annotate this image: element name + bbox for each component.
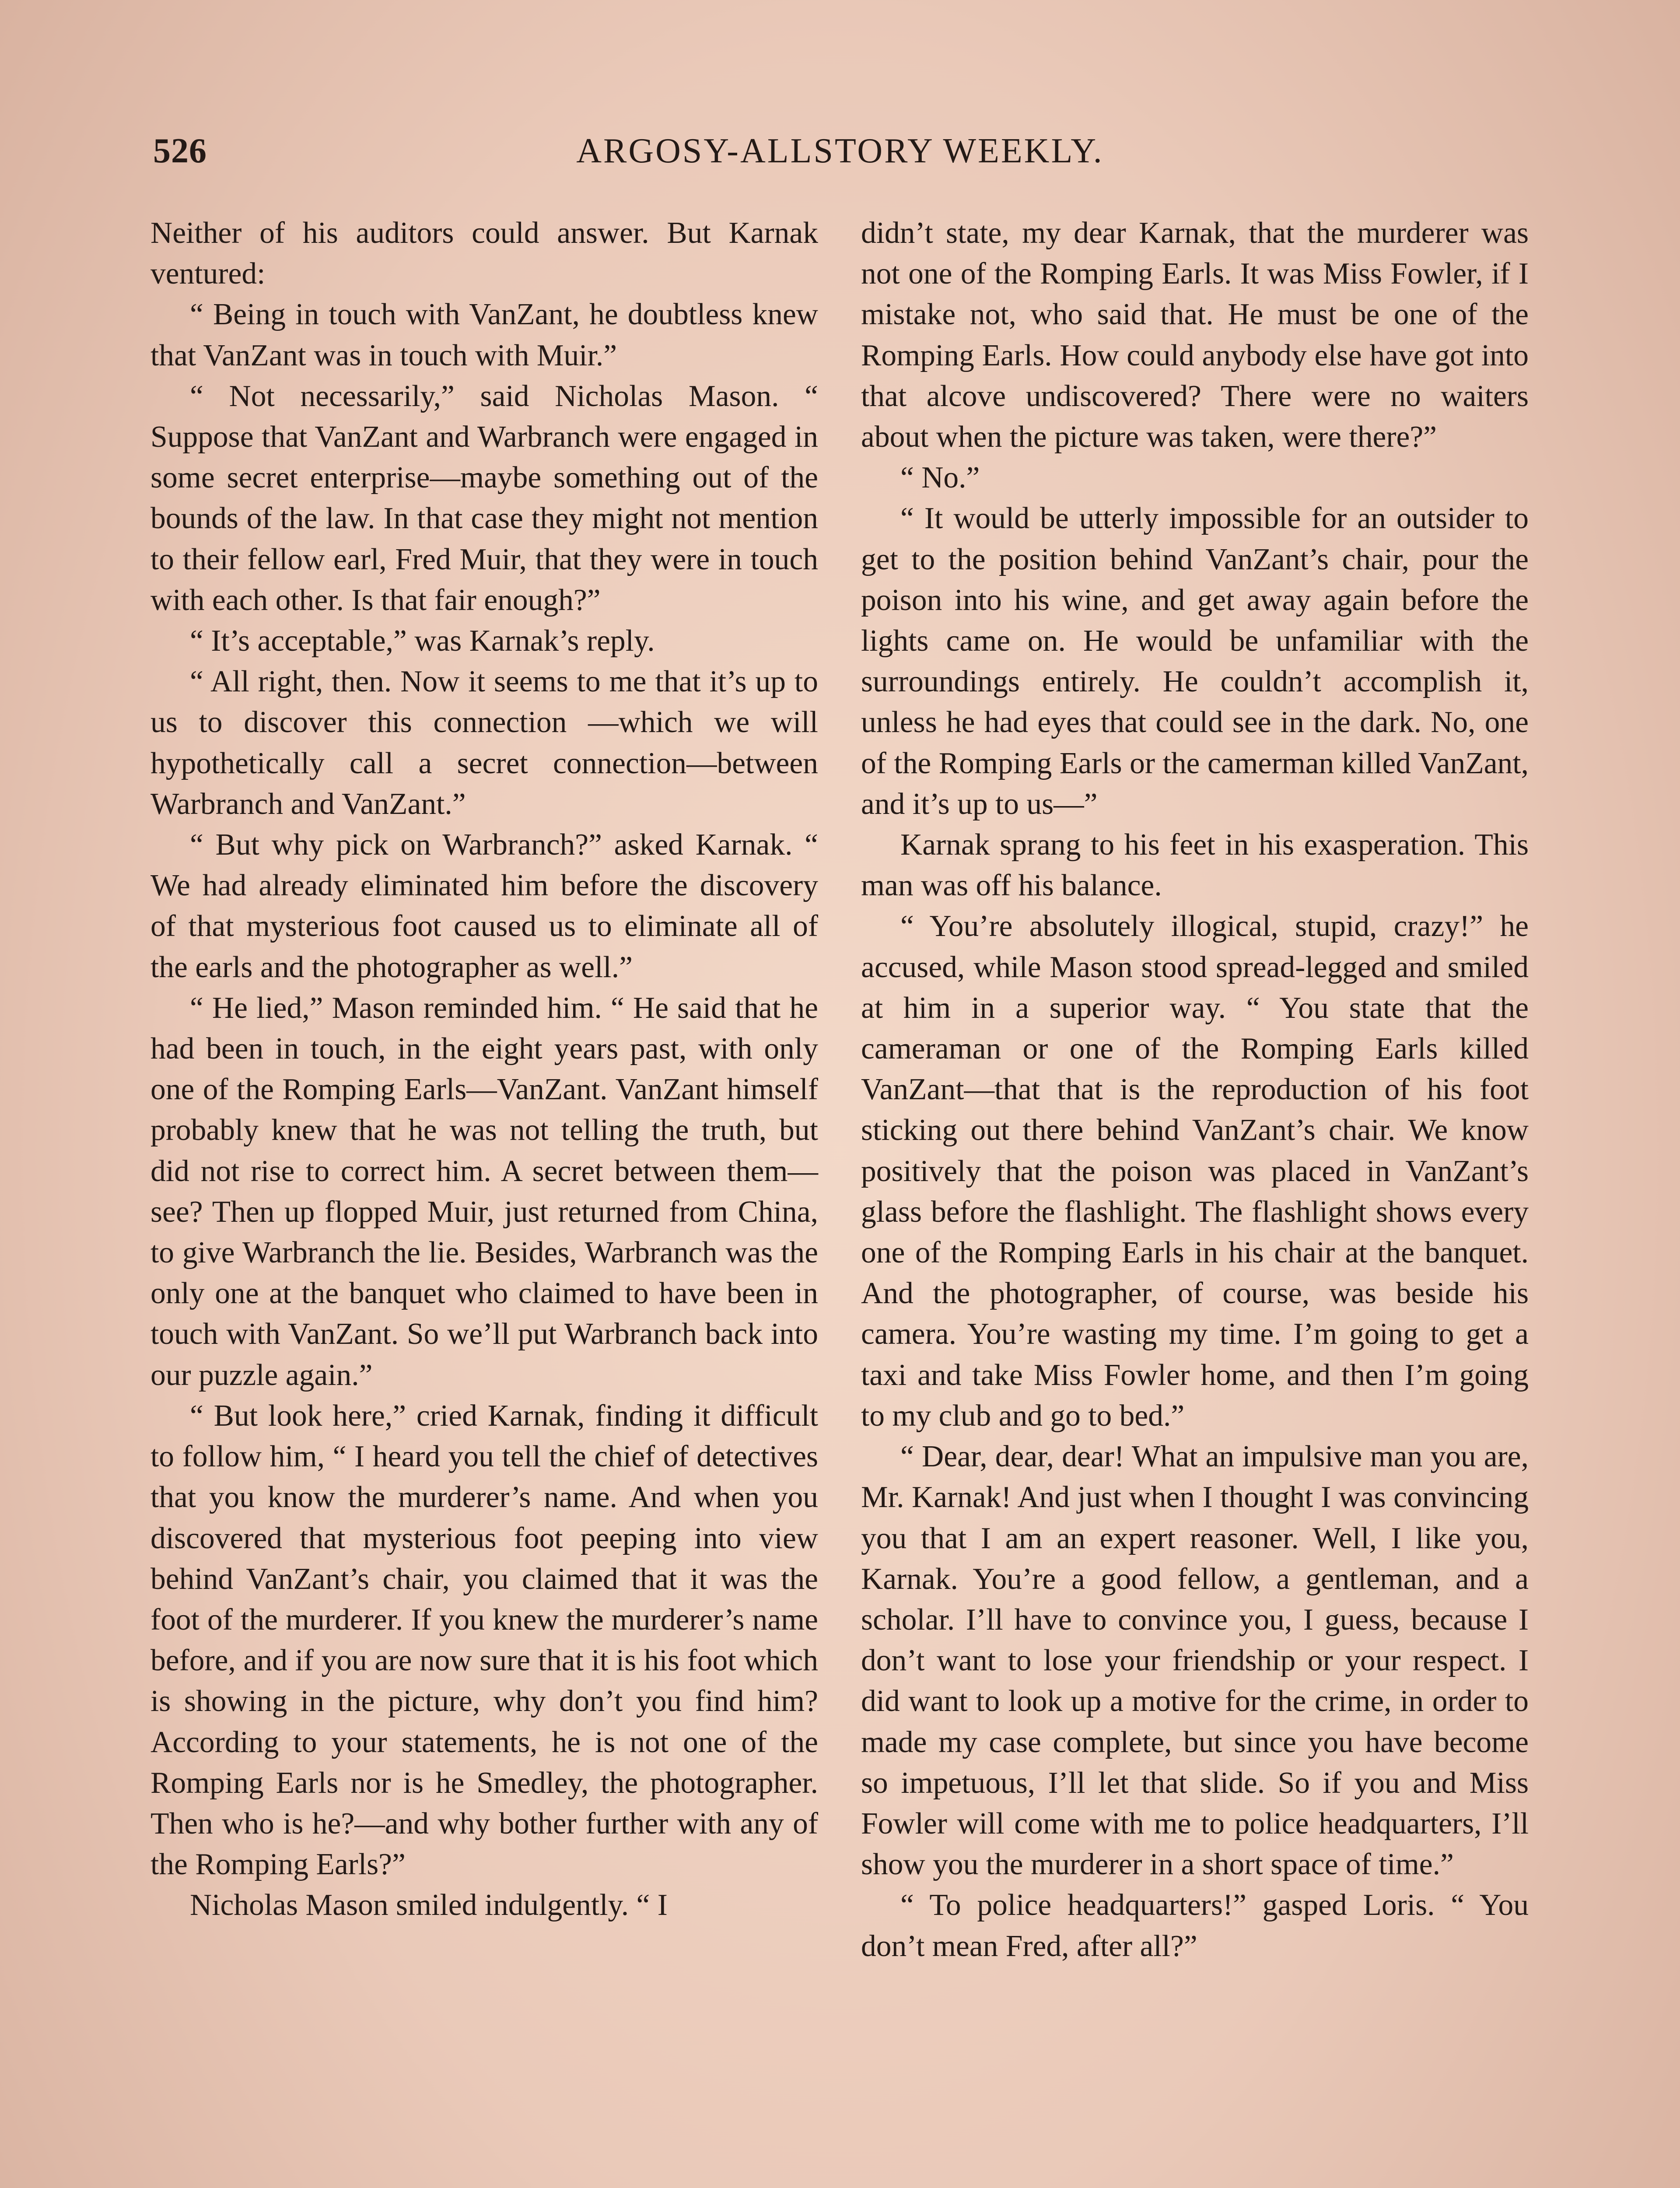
page-number: 526 bbox=[153, 132, 207, 170]
paragraph: Karnak sprang to his feet in his exasperation. This man was off his balance. bbox=[861, 828, 1529, 903]
paragraph: didn’t state, my dear Karnak, that the murderer was not one of the Romping Earls. It was Miss Fowler, if I mistake not, who said that. He must be one of the Romping Earls. How could anybody else have got into that alcove undiscovered? There were no waiters about when the picture was taken, were there?” bbox=[861, 216, 1529, 454]
paragraph: “ But why pick on Warbranch?” asked Karnak. “ We had already eliminated him before the discovery of that mysterious foot caused us to eliminate all of the earls and the photographer as well.” bbox=[150, 828, 818, 984]
paragraph: “ Not necessarily,” said Nicholas Mason. “ Suppose that VanZant and Warbranch were engaged in some secret enterprise—maybe something out of the bounds of the law. In that case they might not mention to their fellow earl, Fred Muir, that they were in touch with each other. Is that fair enough?” bbox=[150, 379, 818, 617]
paragraph: “ It would be utterly impossible for an outsider to get to the position behind VanZant’s chair, pour the poison into his wine, and get away again before the lights came on. He would be unfamiliar with the surroundings entirely. He couldn’t accomplish it, unless he had eyes that could see in the dark. No, one of the Romping Earls or the camerman killed VanZant, and it’s up to us—” bbox=[861, 501, 1529, 821]
paragraph: Nicholas Mason smiled indulgently. “ I bbox=[190, 1888, 668, 1922]
paragraph: “ To police headquarters!” gasped Loris. “ You don’t mean Fred, after all?” bbox=[861, 1888, 1529, 1963]
running-head: ARGOSY-ALLSTORY WEEKLY. bbox=[576, 132, 1104, 170]
paragraph: “ No.” bbox=[900, 461, 980, 495]
right-column bbox=[861, 213, 1529, 1967]
paragraph: “ It’s acceptable,” was Karnak’s reply. bbox=[190, 624, 655, 658]
paragraph: “ Being in touch with VanZant, he doubtless knew that VanZant was in touch with Muir.” bbox=[150, 298, 818, 372]
paragraph: “ You’re absolutely illogical, stupid, crazy!” he accused, while Mason stood spread-legged and smiled at him in a superior way. “ You state that the cameraman or one of the Romping Earls killed VanZant—that that is the reproduction of his foot sticking out there behind VanZant’s chair. We know positively that the poison was placed in VanZant’s glass before the flashlight. The flashlight shows every one of the Romping Earls in his chair at the banquet. And the photographer, of course, was beside his camera. You’re wasting my time. I’m going to get a taxi and take Miss Fowler home, and then I’m going to my club and go to bed.” bbox=[861, 909, 1529, 1433]
paragraph: “ Dear, dear, dear! What an impulsive man you are, Mr. Karnak! And just when I thought I was convincing you that I am an expert reasoner. Well, I like you, Karnak. You’re a good fellow, a gentleman, and a scholar. I’ll have to convince you, I guess, because I don’t want to lose your friendship or your respect. I did want to look up a motive for the crime, in order to made my case complete, but since you have become so impetuous, I’ll let that slide. So if you and Miss Fowler will come with me to police headquarters, I’ll show you the murderer in a short space of time.” bbox=[861, 1440, 1529, 1882]
left-column bbox=[150, 213, 818, 1926]
paragraph: “ But look here,” cried Karnak, finding it difficult to follow him, “ I heard you tell the chief of detectives that you know the murderer’s name. And when you discovered that mysterious foot peeping into view behind VanZant’s chair, you claimed that it was the foot of the murderer. If you knew the murderer’s name before, and if you are now sure that it is his foot which is showing in the picture, why don’t you find him? According to your statements, he is not one of the Romping Earls nor is he Smedley, the photographer. Then who is he?—and why bother further with any of the Romping Earls?” bbox=[150, 1399, 818, 1882]
paragraph: Neither of his auditors could answer. But Karnak ventured: bbox=[150, 216, 818, 291]
paragraph: “ All right, then. Now it seems to me that it’s up to us to discover this connection —which we will hypothetically call a secret connection—between Warbranch and VanZant.” bbox=[150, 665, 818, 821]
paragraph: “ He lied,” Mason reminded him. “ He said that he had been in touch, in the eight years past, with only one of the Romping Earls—VanZant. VanZant himself probably knew that he was not telling the truth, but did not rise to correct him. A secret between them—see? Then up flopped Muir, just returned from China, to give Warbranch the lie. Besides, Warbranch was the only one at the banquet who claimed to have been in touch with VanZant. So we’ll put Warbranch back into our puzzle again.” bbox=[150, 991, 818, 1392]
